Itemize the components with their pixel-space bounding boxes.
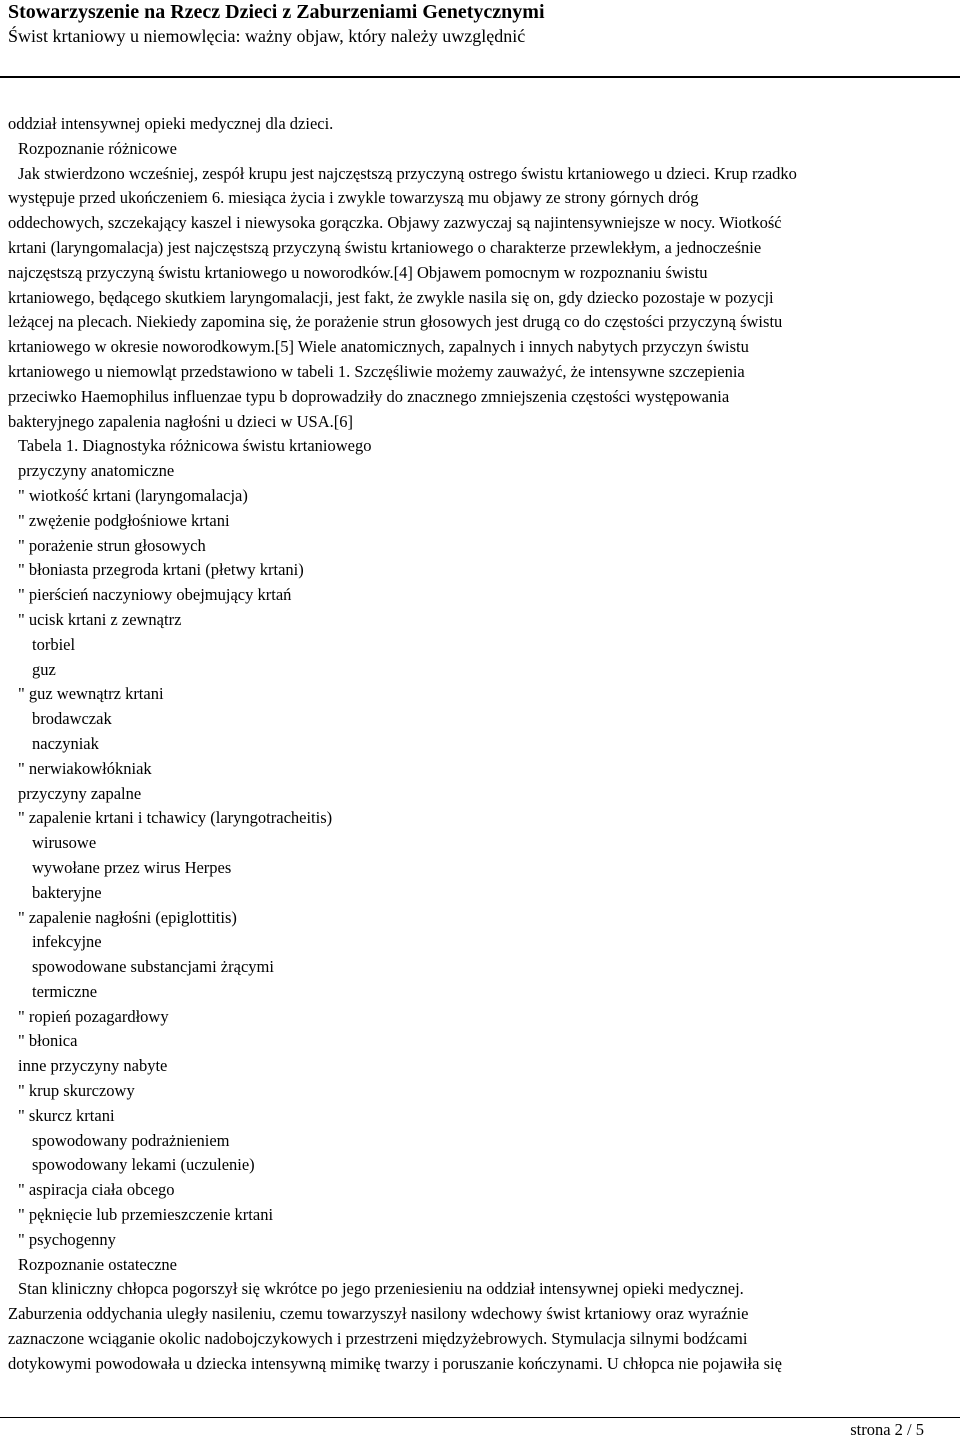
text-line: wywołane przez wirus Herpes [32,857,232,877]
text-line: " ropień pozagardłowy [18,1006,169,1026]
text-line: " zwężenie podgłośniowe krtani [18,510,230,530]
footer-divider [0,1417,960,1418]
text-line: " pęknięcie lub przemieszczenie krtani [18,1205,274,1225]
text-line: " zapalenie krtani i tchawicy (laryngotracheitis) [18,808,333,828]
text-line: Rozpoznanie ostateczne [18,1254,177,1274]
text-line: spowodowany lekami (uczulenie) [32,1155,255,1175]
text-line: " ucisk krtani z zewnątrz [18,609,182,629]
header-divider [0,76,960,78]
text-line: spowodowane substancjami żrącymi [32,957,274,977]
text-line: " błonica [18,1031,78,1051]
document-body [8,112,952,1377]
text-line: " pierścień naczyniowy obejmujący krtań [18,585,292,605]
text-line: infekcyjne [32,932,102,952]
text-line: " błoniasta przegroda krtani (płetwy krtani) [18,560,304,580]
text-line: najczęstszą przyczyną świstu krtaniowego u noworodków.[4] Objawem pomocnym w rozpoznaniu świstu [8,262,708,282]
text-line: " nerwiakowłókniak [18,758,152,778]
text-line: " skurcz krtani [18,1105,115,1125]
text-line: przyczyny zapalne [18,783,142,803]
text-line: Tabela 1. Diagnostyka różnicowa świstu krtaniowego [18,436,372,456]
text-line: krtaniowego w okresie noworodkowym.[5] Wiele anatomicznych, zapalnych i innych nabytych przyczyn świstu [8,337,749,357]
text-line: bakteryjnego zapalenia nagłośni u dzieci w USA.[6] [8,411,354,431]
text-line: naczyniak [32,733,99,753]
text-line: spowodowany podrażnieniem [32,1130,230,1150]
text-line: " psychogenny [18,1229,116,1249]
text-line: " porażenie strun głosowych [18,535,206,555]
organization-name: Stowarzyszenie na Rzecz Dzieci z Zaburzeniami Genetycznymi [8,1,545,23]
page-header [8,0,952,48]
text-line: " wiotkość krtani (laryngomalacja) [18,485,248,505]
text-line: Zaburzenia oddychania uległy nasileniu, czemu towarzyszył nasilony wdechowy świst krtaniowy oraz wyraźnie [8,1304,749,1324]
text-line: Stan kliniczny chłopca pogorszył się wkrótce po jego przeniesieniu na oddział intensywnej opieki medycznej. [18,1279,744,1299]
text-line: występuje przed ukończeniem 6. miesiąca życia i zwykle towarzyszą mu objawy ze strony górnych dróg [8,188,699,208]
text-line: oddział intensywnej opieki medycznej dla dzieci. [8,114,334,133]
text-line: Rozpoznanie różnicowe [18,138,177,158]
text-line: dotykowymi powodowała u dziecka intensywną mimikę twarzy i poruszanie kończynami. U chłopca nie pojawiła się [8,1353,782,1373]
page-number: strona 2 / 5 [850,1420,924,1439]
text-line: inne przyczyny nabyte [18,1056,168,1076]
text-line: " guz wewnątrz krtani [18,684,164,704]
text-line: guz [32,659,56,679]
text-line: przeciwko Haemophilus influenzae typu b doprowadziły do znacznego zmniejszenia częstości występowania [8,386,730,406]
text-line: " aspiracja ciała obcego [18,1180,175,1200]
text-line: krtani (laryngomalacja) jest najczęstszą przyczyną świstu krtaniowego o charakterze przewlekłym, a jednocześnie [8,237,762,257]
text-line: " krup skurczowy [18,1081,135,1101]
text-line: wirusowe [32,833,97,853]
text-line: przyczyny anatomiczne [18,461,175,481]
text-line: krtaniowego u niemowląt przedstawiono w tabeli 1. Szczęśliwie możemy zauważyć, że intensywne szczepienia [8,361,745,381]
text-line: krtaniowego, będącego skutkiem laryngomalacji, jest fakt, że zwykle nasila się on, gdy dziecko pozostaje w pozycji [8,287,774,307]
text-line: " zapalenie nagłośni (epiglottitis) [18,907,237,927]
text-line: bakteryjne [32,882,102,902]
text-line: torbiel [32,634,76,654]
text-line: brodawczak [32,709,112,729]
text-line: termiczne [32,981,98,1001]
text-line: leżącej na plecach. Niekiedy zapomina się, że porażenie strun głosowych jest drugą co do częstości przyczyną świstu [8,312,783,332]
text-line: oddechowych, szczekający kaszel i niewysoka gorączka. Objawy zazwyczaj są najintensywniejsze w nocy. Wiotkość [8,213,782,233]
document-title: Świst krtaniowy u niemowlęcia: ważny objaw, który należy uwzględnić [8,26,526,46]
text-line: Jak stwierdzono wcześniej, zespół krupu jest najczęstszą przyczyną ostrego świstu krtaniowego u dzieci. Krup rzadko [18,163,797,183]
text-line: zaznaczone wciąganie okolic nadobojczykowych i przestrzeni międzyżebrowych. Stymulacja silnymi bodźcami [8,1329,748,1349]
